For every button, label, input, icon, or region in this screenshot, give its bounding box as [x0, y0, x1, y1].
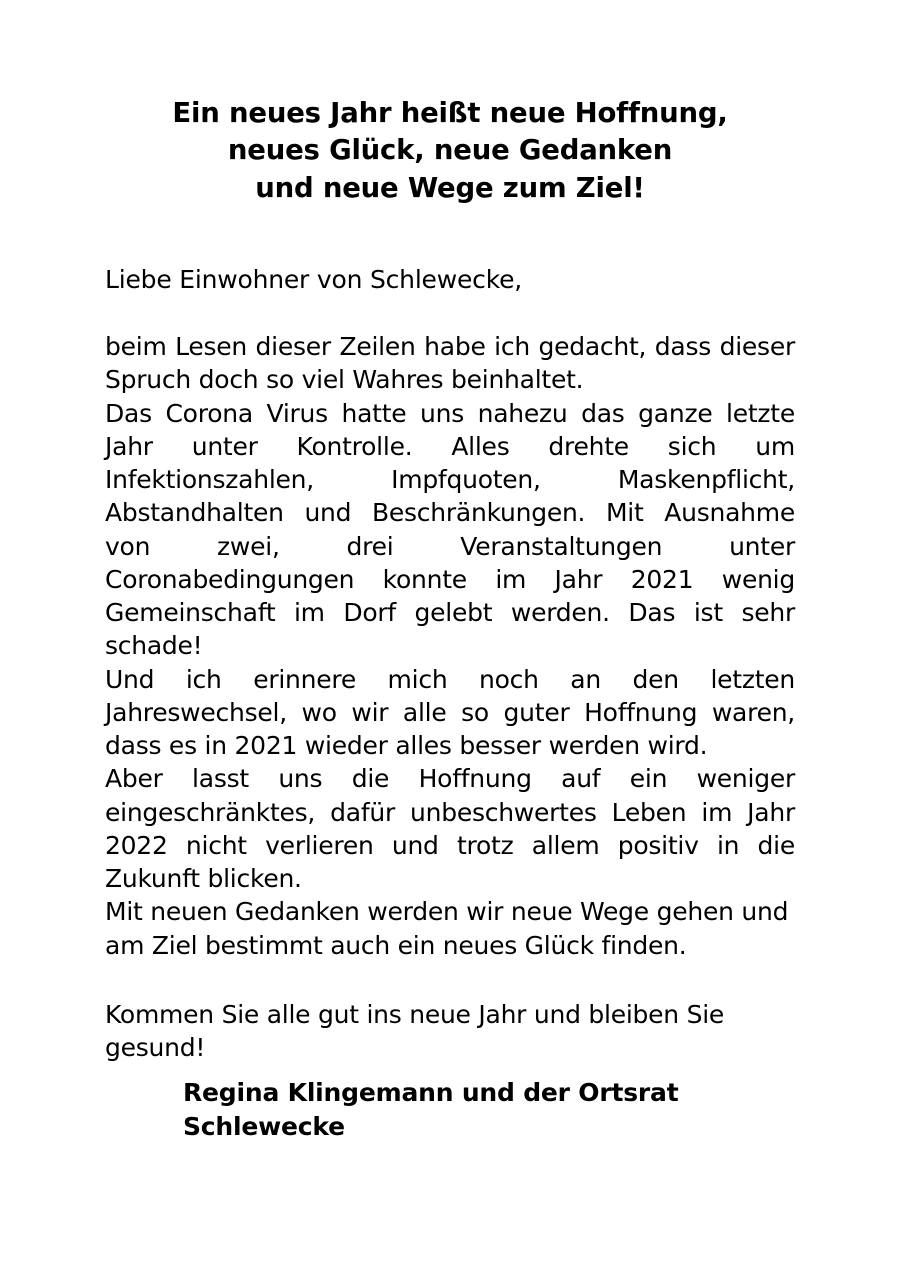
- closing-line: Kommen Sie alle gut ins neue Jahr und bleiben Sie gesund!: [105, 999, 725, 1063]
- page-title: [105, 95, 795, 207]
- title-line-2: neues Glück, neue Gedanken: [227, 134, 673, 167]
- paragraph-4: Aber lasst uns die Hoffnung auf ein weniger eingeschränktes, dafür unbeschwertes Leben im Jahr 2022 nicht verlieren und trotz allem positiv in die Zukunft blicken.: [105, 764, 795, 894]
- title-line-3: und neue Wege zum Ziel!: [255, 171, 645, 204]
- paragraph-3: Und ich erinnere mich noch an den letzten Jahreswechsel, wo wir alle so guter Hoffnung waren, dass es in 2021 wieder alles besser werden wird.: [105, 664, 795, 761]
- paragraph-2: Das Corona Virus hatte uns nahezu das ganze letzte Jahr unter Kontrolle. Alles drehte sich um Infektionszahlen, Impfquoten, Maskenpflicht, Abstandhalten und Beschränkungen. Mit Ausnahme von zwei, drei Veranstaltungen unter Coronabedingungen konnte im Jahr 2021 wenig Gemeinschaft im Dorf gelebt werden. Das ist sehr schade!: [105, 398, 795, 661]
- signature: Regina Klingemann und der Ortsrat Schlewecke: [183, 1078, 679, 1141]
- paragraph-1: beim Lesen dieser Zeilen habe ich gedacht, dass dieser Spruch doch so viel Wahres beinhaltet.: [105, 332, 795, 395]
- paragraph-5: Mit neuen Gedanken werden wir neue Wege gehen und am Ziel bestimmt auch ein neues Glück finden.: [105, 897, 789, 960]
- salutation: Liebe Einwohner von Schlewecke,: [105, 265, 523, 295]
- title-line-1: Ein neues Jahr heißt neue Hoffnung,: [172, 97, 728, 129]
- letter-body: [105, 330, 795, 962]
